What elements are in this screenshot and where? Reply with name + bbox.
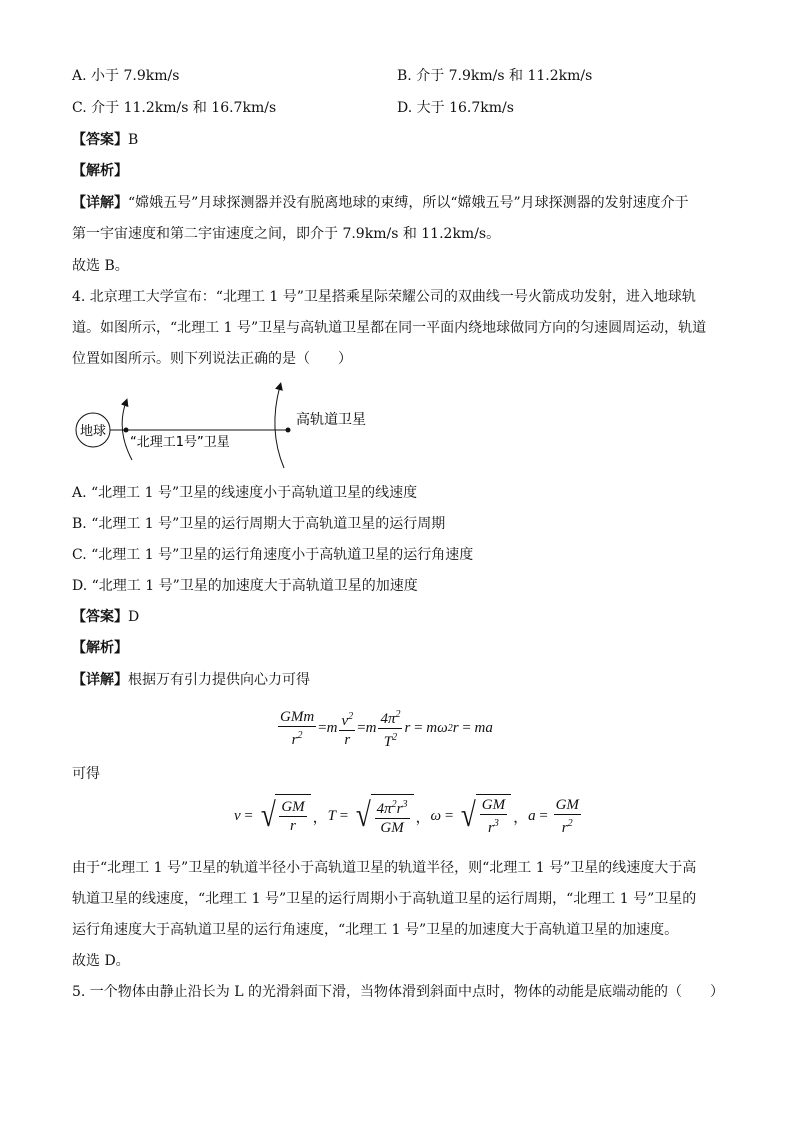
answer-tag: 【答案】 — [72, 609, 128, 625]
answer-value: B — [128, 132, 139, 148]
detail-text: “嫦娥五号”月球探测器并没有脱离地球的束缚，所以“嫦娥五号”月球探测器的发射速度介于 — [128, 195, 689, 211]
sat1-label: “北理工1号”卫星 — [130, 435, 230, 450]
q4-stem-line-3: 位置如图所示。则下列说法正确的是（ ） — [72, 351, 352, 367]
q3-conclusion: 故选 B。 — [72, 258, 129, 274]
detail-tag: 【详解】 — [72, 672, 128, 688]
q4-conclusion: 故选 D。 — [72, 953, 130, 969]
equation-gravity-centripetal: $\frac{\text{GMm}}{r^2}$ = m $\frac{v^2}{r}$ = m $\frac{4\pi^2}{T^2}$ r = mω 2 r = ma — [276, 706, 493, 751]
q3-option-d: D. 大于 16.7km/s — [397, 100, 514, 116]
answer-tag: 【答案】 — [72, 132, 128, 148]
detail-text: 根据万有引力提供向心力可得 — [128, 672, 310, 688]
q5-stem: 5. 一个物体由静止沿长为 L 的光滑斜面下滑，当物体滑到斜面中点时，物体的动能是底端动能的（ ） — [72, 984, 725, 1000]
q4-stem-line-2: 道。如图所示，“北理工 1 号”卫星与高轨道卫星都在同一平面内绕地球做同方向的匀速圆周运动，轨道 — [72, 320, 707, 336]
q4-answer — [72, 607, 139, 627]
q4-stem-line-1: 4. 北京理工大学宣布：“北理工 1 号”卫星搭乘星际荣耀公司的双曲线一号火箭成功发射，进入地球轨 — [72, 289, 696, 305]
q4-explanation-line-1: 由于“北理工 1 号”卫星的轨道半径小于高轨道卫星的轨道半径，则“北理工 1 号”卫星的线速度大于高 — [72, 860, 697, 876]
orbit-figure — [70, 378, 390, 470]
q3-detail-line-2: 第一宇宙速度和第二宇宙速度之间，即介于 7.9km/s 和 11.2km/s。 — [72, 226, 501, 242]
q3-analysis-tag: 【解析】 — [72, 163, 128, 179]
q3-option-a: A. 小于 7.9km/s — [72, 68, 180, 84]
q4-explanation-line-3: 运行角速度大于高轨道卫星的运行角速度，“北理工 1 号”卫星的加速度大于高轨道卫星的加速度。 — [72, 922, 679, 938]
q3-option-c: C. 介于 11.2km/s 和 16.7km/s — [72, 100, 277, 116]
q3-option-b: B. 介于 7.9km/s 和 11.2km/s — [397, 68, 593, 84]
q4-option-b: B. “北理工 1 号”卫星的运行周期大于高轨道卫星的运行周期 — [72, 516, 446, 532]
outer-orbit-arc — [275, 386, 284, 468]
q3-answer — [72, 130, 138, 150]
answer-value: D — [128, 609, 140, 625]
q4-analysis-tag: 【解析】 — [72, 640, 128, 656]
sat2-dot — [286, 428, 291, 433]
detail-tag: 【详解】 — [72, 195, 128, 211]
q4-option-d: D. “北理工 1 号”卫星的加速度大于高轨道卫星的加速度 — [72, 578, 418, 594]
q4-kede: 可得 — [72, 766, 100, 782]
q4-option-a: A. “北理工 1 号”卫星的线速度小于高轨道卫星的线速度 — [72, 485, 418, 501]
q4-option-c: C. “北理工 1 号”卫星的运行角速度小于高轨道卫星的运行角速度 — [72, 547, 474, 563]
earth-label: 地球 — [79, 424, 107, 439]
q4-detail-intro — [72, 670, 310, 690]
q4-explanation-line-2: 轨道卫星的线速度，“北理工 1 号”卫星的运行周期小于高轨道卫星的运行周期，“北理工 1 号”卫星的 — [72, 891, 697, 907]
sat2-label: 高轨道卫星 — [296, 412, 366, 428]
q3-detail-line-1 — [72, 193, 689, 213]
sat1-dot — [124, 428, 129, 433]
equation-results: v = √ $\frac{GM}{r}$ ， T = √ $\frac{4\pi^2r^3}{GM}$ ， ω = √ $\frac{GM}{r^3}$ ， a = $\frac{GM}{r^2}$ — [234, 794, 583, 838]
